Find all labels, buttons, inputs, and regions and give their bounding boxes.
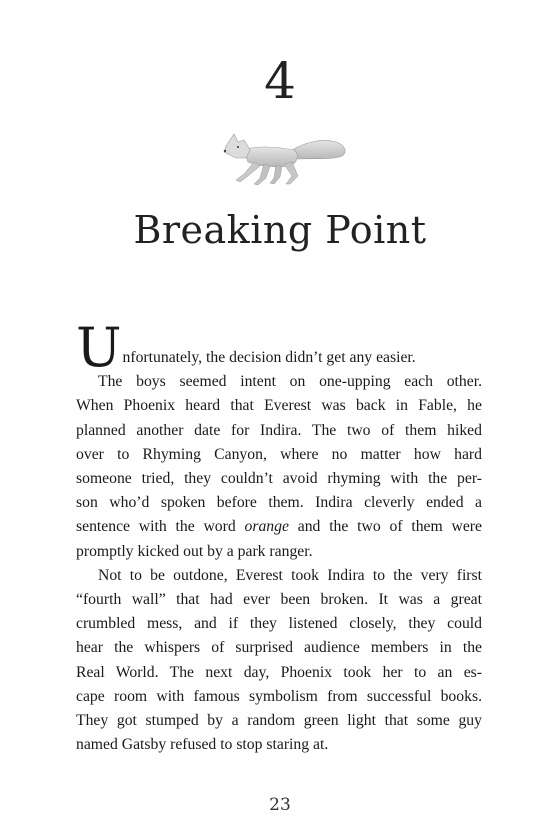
- text-line: planned another date for Indira. The two of them hiked: [76, 421, 482, 439]
- text-line: cape room with famous symbolism from successful books.: [76, 687, 482, 705]
- text-line: named Gatsby refused to stop staring at.: [76, 736, 329, 754]
- text-line: Real World. The next day, Phoenix took her to an es-: [76, 663, 482, 681]
- text-line: hear the whispers of surprised audience members in the: [76, 639, 482, 657]
- page-number: 23: [269, 795, 291, 815]
- text-line: They got stumped by a random green light that some guy: [76, 712, 482, 730]
- text-line: crumbled mess, and if they listened closely, they could: [76, 615, 482, 633]
- drop-cap: U: [76, 316, 122, 379]
- chapter-number: 4: [264, 52, 296, 110]
- chapter-body: [76, 316, 482, 757]
- paragraph-2: [76, 370, 482, 564]
- chapter-title: Breaking Point: [133, 208, 427, 252]
- paragraph-3: [76, 564, 482, 758]
- italic-word: orange: [244, 518, 289, 536]
- text-line: The boys seemed intent on one-upping each other.: [98, 373, 482, 391]
- text-line: son who’d spoken before them. Indira cleverly ended a: [76, 494, 482, 512]
- running-fox-icon: [214, 128, 350, 188]
- text-line-italic: sentence with the word orange and the two of them were: [76, 518, 482, 536]
- text-line: “fourth wall” that had ever been broken. It was a great: [76, 591, 482, 609]
- text-line: nfortunately, the decision didn’t get any easier.: [122, 349, 416, 366]
- paragraph-1: [76, 316, 482, 379]
- text-line: someone tried, they couldn’t avoid rhyming with the per-: [76, 470, 482, 488]
- text-line: over to Rhyming Canyon, where no matter how hard: [76, 445, 482, 463]
- text-line: When Phoenix heard that Everest was back in Fable, he: [76, 397, 482, 415]
- text-line: Not to be outdone, Everest took Indira to the very first: [98, 566, 482, 584]
- text-line: promptly kicked out by a park ranger.: [76, 542, 313, 560]
